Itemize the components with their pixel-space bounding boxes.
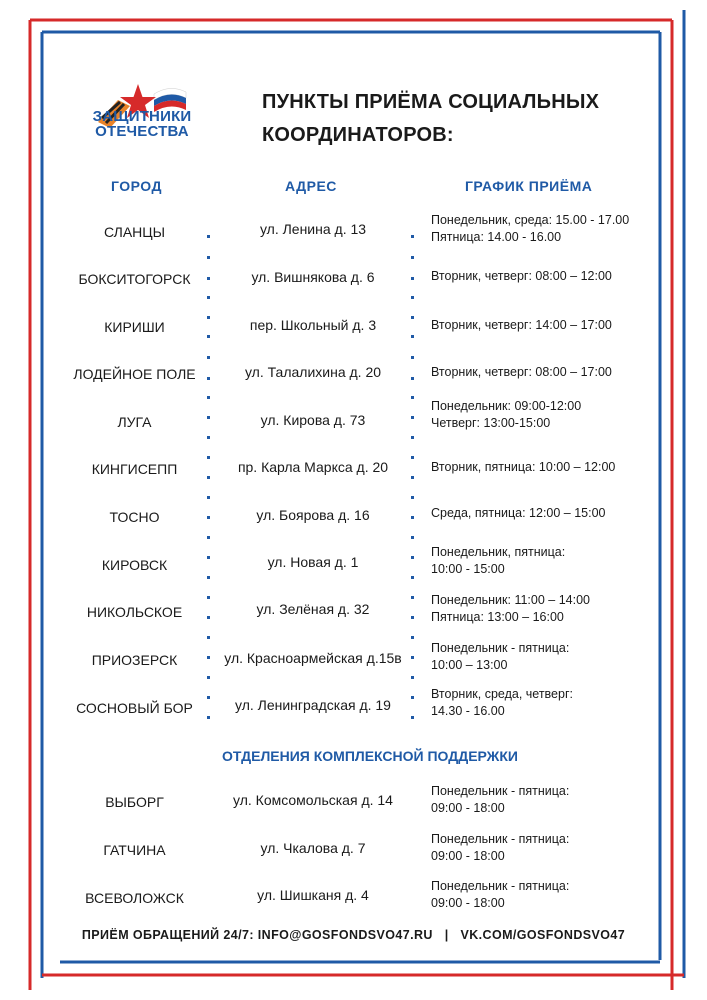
schedule-cell (431, 544, 671, 578)
schedule-line-2: Пятница: 13:00 – 16:00 (431, 610, 564, 624)
footer-email-link[interactable]: INFO@GOSFONDSVO47.RU (257, 928, 433, 942)
address-cell: пер. Школьный д. 3 (249, 317, 377, 333)
schedule-cell (431, 398, 671, 432)
schedule-line-2: 10:00 - 15:00 (431, 562, 505, 576)
schedule-line-2: Четверг: 13:00-15:00 (431, 416, 551, 430)
city-cell: ЛОДЕЙНОЕ ПОЛЕ (73, 366, 196, 382)
schedule-line-1: Вторник, среда, четверг: (431, 687, 573, 701)
logo-line-1: ЗАЩИТНИКИ (92, 108, 192, 125)
address-cell: ул. Талалихина д. 20 (244, 364, 382, 380)
schedule-line-1: Среда, пятница: 12:00 – 15:00 (431, 506, 606, 520)
schedule-line-2: 09:00 - 18:00 (431, 849, 505, 863)
city-cell: ГАТЧИНА (103, 842, 166, 858)
city-cell: ВСЕВОЛОЖСК (85, 890, 184, 906)
address-cell: ул. Боярова д. 16 (256, 507, 370, 523)
address-cell: ул. Комсомольская д. 14 (233, 792, 393, 808)
city-cell: КИНГИСЕПП (91, 461, 178, 477)
schedule-cell (431, 317, 671, 334)
schedule-line-1: Вторник, четверг: 08:00 – 12:00 (431, 269, 612, 283)
logo-text (84, 109, 200, 139)
schedule-cell (431, 592, 671, 626)
city-cell: ВЫБОРГ (105, 794, 164, 810)
city-cell: БОКСИТОГОРСК (78, 271, 191, 287)
address-cell: пр. Карла Маркса д. 20 (237, 459, 389, 475)
address-cell: ул. Чкалова д. 7 (260, 840, 366, 856)
footer-vk-link[interactable]: VK.COM/GOSFONDSVO47 (460, 928, 626, 942)
schedule-line-1: Вторник, четверг: 14:00 – 17:00 (431, 318, 612, 332)
address-cell: ул. Новая д. 1 (267, 554, 359, 570)
schedule-line-2: 09:00 - 18:00 (431, 801, 505, 815)
title-line-2: КООРДИНАТОРОВ: (262, 124, 454, 146)
schedule-cell (431, 878, 671, 912)
schedule-cell (431, 686, 671, 720)
schedule-cell (431, 364, 671, 381)
city-cell: КИРОВСК (101, 557, 168, 573)
city-cell: ЛУГА (117, 414, 152, 430)
schedule-cell (431, 783, 671, 817)
header-schedule: ГРАФИК ПРИЁМА (465, 178, 593, 194)
city-cell: ТОСНО (109, 509, 160, 525)
schedule-cell (431, 268, 671, 285)
schedule-line-1: Понедельник: 09:00-12:00 (431, 399, 582, 413)
schedule-line-2: 09:00 - 18:00 (431, 896, 505, 910)
schedule-line-1: Вторник, пятница: 10:00 – 12:00 (431, 460, 616, 474)
address-cell: ул. Ленинградская д. 19 (235, 697, 391, 713)
header-address: АДРЕС (285, 178, 337, 194)
schedule-line-1: Вторник, четверг: 08:00 – 17:00 (431, 365, 612, 379)
city-cell: СЛАНЦЫ (103, 224, 166, 240)
schedule-line-1: Понедельник - пятница: (431, 832, 570, 846)
address-cell: ул. Шишканя д. 4 (257, 887, 369, 903)
schedule-line-1: Понедельник, пятница: (431, 545, 566, 559)
city-cell: ПРИОЗЕРСК (91, 652, 178, 668)
logo-line-2: ОТЕЧЕСТВА (95, 123, 189, 140)
footer-separator: | (444, 928, 449, 942)
title-line-1: ПУНКТЫ ПРИЁМА СОЦИАЛЬНЫХ (262, 91, 600, 113)
address-cell: ул. Зелёная д. 32 (256, 601, 370, 617)
schedule-cell (431, 212, 671, 246)
header-city: ГОРОД (111, 178, 162, 194)
city-cell: НИКОЛЬСКОЕ (86, 604, 183, 620)
schedule-line-1: Понедельник - пятница: (431, 641, 570, 655)
schedule-cell (431, 831, 671, 865)
city-cell: КИРИШИ (104, 319, 165, 335)
schedule-line-1: Понедельник - пятница: (431, 784, 570, 798)
section-title: ОТДЕЛЕНИЯ КОМПЛЕКСНОЙ ПОДДЕРЖКИ (222, 748, 518, 764)
page-title (262, 86, 682, 152)
address-cell: ул. Вишнякова д. 6 (251, 269, 375, 285)
schedule-line-1: Понедельник - пятница: (431, 879, 570, 893)
address-cell: ул. Красноармейская д.15в (224, 650, 402, 666)
address-cell: ул. Кирова д. 73 (260, 412, 366, 428)
column-dots-left (207, 235, 210, 719)
schedule-cell (431, 640, 671, 674)
footer-contacts (50, 928, 657, 942)
schedule-line-1: Понедельник, среда: 15.00 - 17.00 (431, 213, 630, 227)
schedule-line-1: Понедельник: 11:00 – 14:00 (431, 593, 590, 607)
schedule-line-2: Пятница: 14.00 - 16.00 (431, 230, 562, 244)
schedule-cell (431, 459, 671, 476)
city-cell: СОСНОВЫЙ БОР (76, 700, 193, 716)
schedule-line-2: 10:00 – 13:00 (431, 658, 508, 672)
schedule-line-2: 14.30 - 16.00 (431, 704, 505, 718)
column-dots-right (411, 235, 414, 719)
footer-label: ПРИЁМ ОБРАЩЕНИЙ 24/7: (81, 928, 254, 942)
schedule-cell (431, 505, 671, 522)
address-cell: ул. Ленина д. 13 (259, 221, 367, 237)
